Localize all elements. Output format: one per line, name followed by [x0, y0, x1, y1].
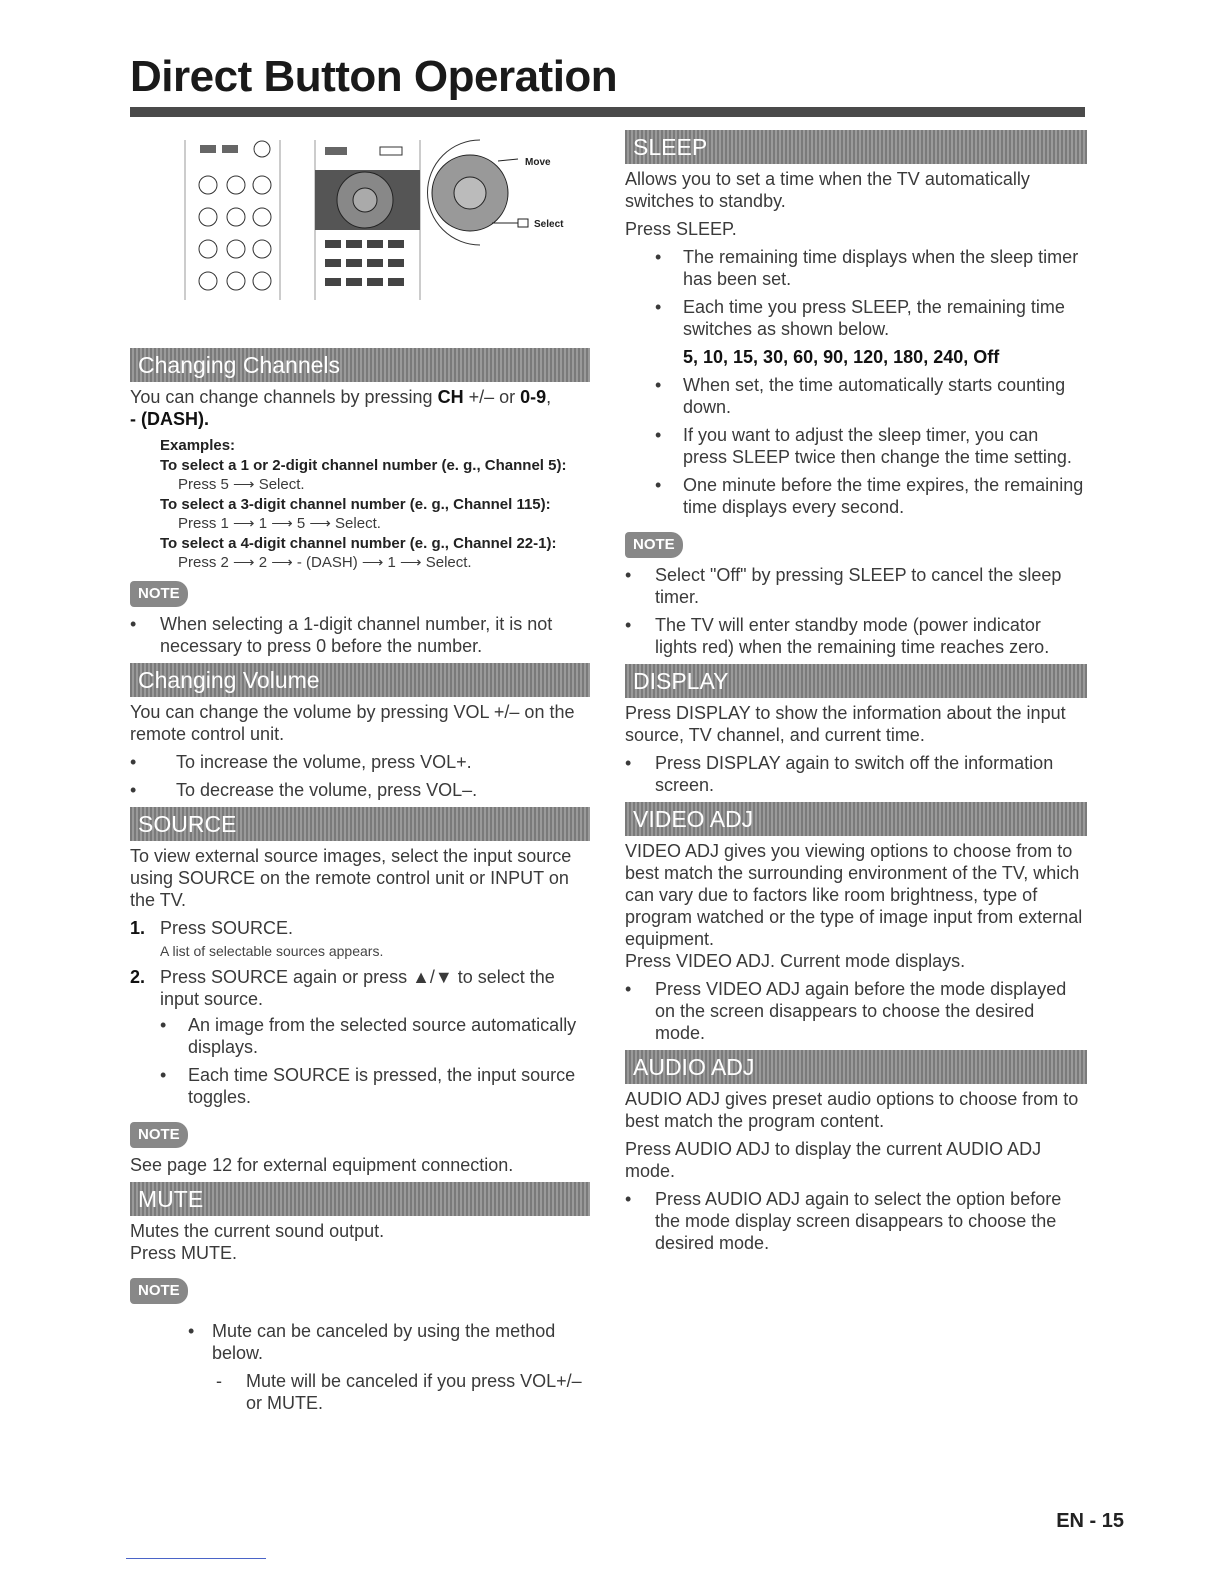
mute-line-2: Press MUTE.	[130, 1242, 238, 1263]
examples: Examples: To select a 1 or 2-digit channel number (e. g., Channel 5): Press 5 ⟶ Select. To select a 3-digit channel number (e. g., Channel 115): Press 1 ⟶ 1 ⟶ 5 ⟶ Select. To select a 4-digit channel number (e. g., Channel 22-1): Press 2 ⟶ 2 ⟶ - (DASH) ⟶ 1 ⟶ Select.	[160, 437, 567, 571]
note-badge: NOTE	[625, 532, 683, 558]
video-adj-heading: VIDEO ADJ	[625, 802, 1087, 836]
sleep-note-1: • Select "Off" by pressing SLEEP to cancel the sleep timer.	[625, 564, 1087, 608]
mute-line-1: Mutes the current sound output.	[130, 1220, 385, 1241]
page-title: Direct Button Operation	[130, 52, 618, 101]
sleep-bullet-3: • When set, the time automatically starts counting down.	[625, 374, 1087, 418]
video-adj-intro: VIDEO ADJ gives you viewing options to choose from to best match the surrounding environment of the TV, which can vary due to factors like room brightness, type of program watched or the type of image input from external equipment.	[625, 841, 1083, 949]
note-badge: NOTE	[130, 581, 188, 607]
changing-channels-heading: Changing Channels	[130, 348, 590, 382]
channels-intro: You can change channels by pressing CH +/– or 0-9, - (DASH).	[130, 387, 552, 429]
source-note: See page 12 for external equipment connection.	[130, 1154, 514, 1175]
sleep-sequence: 5, 10, 15, 30, 60, 90, 120, 180, 240, Off	[683, 347, 1000, 367]
audio-adj-intro: AUDIO ADJ gives preset audio options to choose from to best match the program content.	[625, 1089, 1079, 1131]
display-intro: Press DISPLAY to show the information about the input source, TV channel, and current time.	[625, 703, 1066, 745]
title-rule	[130, 107, 1085, 117]
footer-rule	[126, 1558, 266, 1559]
sleep-intro: Allows you to set a time when the TV automatically switches to standby.	[625, 169, 1030, 211]
audio-adj-bullet: • Press AUDIO ADJ again to select the option before the mode display screen disappears to choose the desired mode.	[625, 1188, 1087, 1254]
mute-heading: MUTE	[130, 1182, 590, 1216]
display-heading: DISPLAY	[625, 664, 1087, 698]
select-label: Select	[534, 219, 564, 230]
source-heading: SOURCE	[130, 807, 590, 841]
volume-bullet-2: • To decrease the volume, press VOL–.	[130, 779, 590, 801]
right-column	[625, 130, 1087, 1260]
audio-adj-heading: AUDIO ADJ	[625, 1050, 1087, 1084]
source-intro: To view external source images, select the input source using SOURCE on the remote control unit or INPUT on the TV.	[130, 845, 572, 910]
note-badge: NOTE	[130, 1278, 188, 1304]
volume-intro: You can change the volume by pressing VOL +/– on the remote control unit.	[130, 701, 575, 744]
move-label: Move	[525, 157, 551, 168]
source-step-1: 1. Press SOURCE. A list of selectable sources appears.	[130, 917, 384, 959]
sleep-bullet-4: • If you want to adjust the sleep timer, you can press SLEEP twice then change the time setting.	[625, 424, 1087, 468]
channels-note: • When selecting a 1-digit channel number, it is not necessary to press 0 before the number.	[130, 613, 590, 657]
sleep-press: Press SLEEP.	[625, 219, 737, 239]
mute-bullet: • Mute can be canceled by using the method below.	[130, 1320, 590, 1364]
left-column	[130, 348, 590, 1420]
remote-illustration	[180, 135, 580, 305]
display-bullet: • Press DISPLAY again to switch off the information screen.	[625, 752, 1087, 796]
note-badge: NOTE	[130, 1122, 188, 1148]
changing-volume-heading: Changing Volume	[130, 663, 590, 697]
video-adj-press: Press VIDEO ADJ. Current mode displays.	[625, 951, 966, 971]
sleep-note-2: • The TV will enter standby mode (power indicator lights red) when the remaining time reaches zero.	[625, 614, 1087, 658]
source-step-2: 2. Press SOURCE again or press ▲/▼ to select the input source.	[130, 966, 555, 1009]
mute-dash: - Mute will be canceled if you press VOL+/– or MUTE.	[130, 1370, 590, 1414]
sleep-bullet-5: • One minute before the time expires, the remaining time displays every second.	[625, 474, 1087, 518]
page-number: EN - 15	[1056, 1510, 1124, 1532]
source-bullet-2: • Each time SOURCE is pressed, the input source toggles.	[130, 1064, 590, 1108]
volume-bullet-1: • To increase the volume, press VOL+.	[130, 751, 590, 773]
source-bullet-1: • An image from the selected source automatically displays.	[130, 1014, 590, 1058]
sleep-bullet-2: • Each time you press SLEEP, the remaining time switches as shown below.	[625, 296, 1087, 340]
sleep-bullet-1: • The remaining time displays when the sleep timer has been set.	[625, 246, 1087, 290]
sleep-heading: SLEEP	[625, 130, 1087, 164]
audio-adj-press: Press AUDIO ADJ to display the current AUDIO ADJ mode.	[625, 1139, 1042, 1181]
video-adj-bullet: • Press VIDEO ADJ again before the mode displayed on the screen disappears to choose the desired mode.	[625, 978, 1087, 1044]
